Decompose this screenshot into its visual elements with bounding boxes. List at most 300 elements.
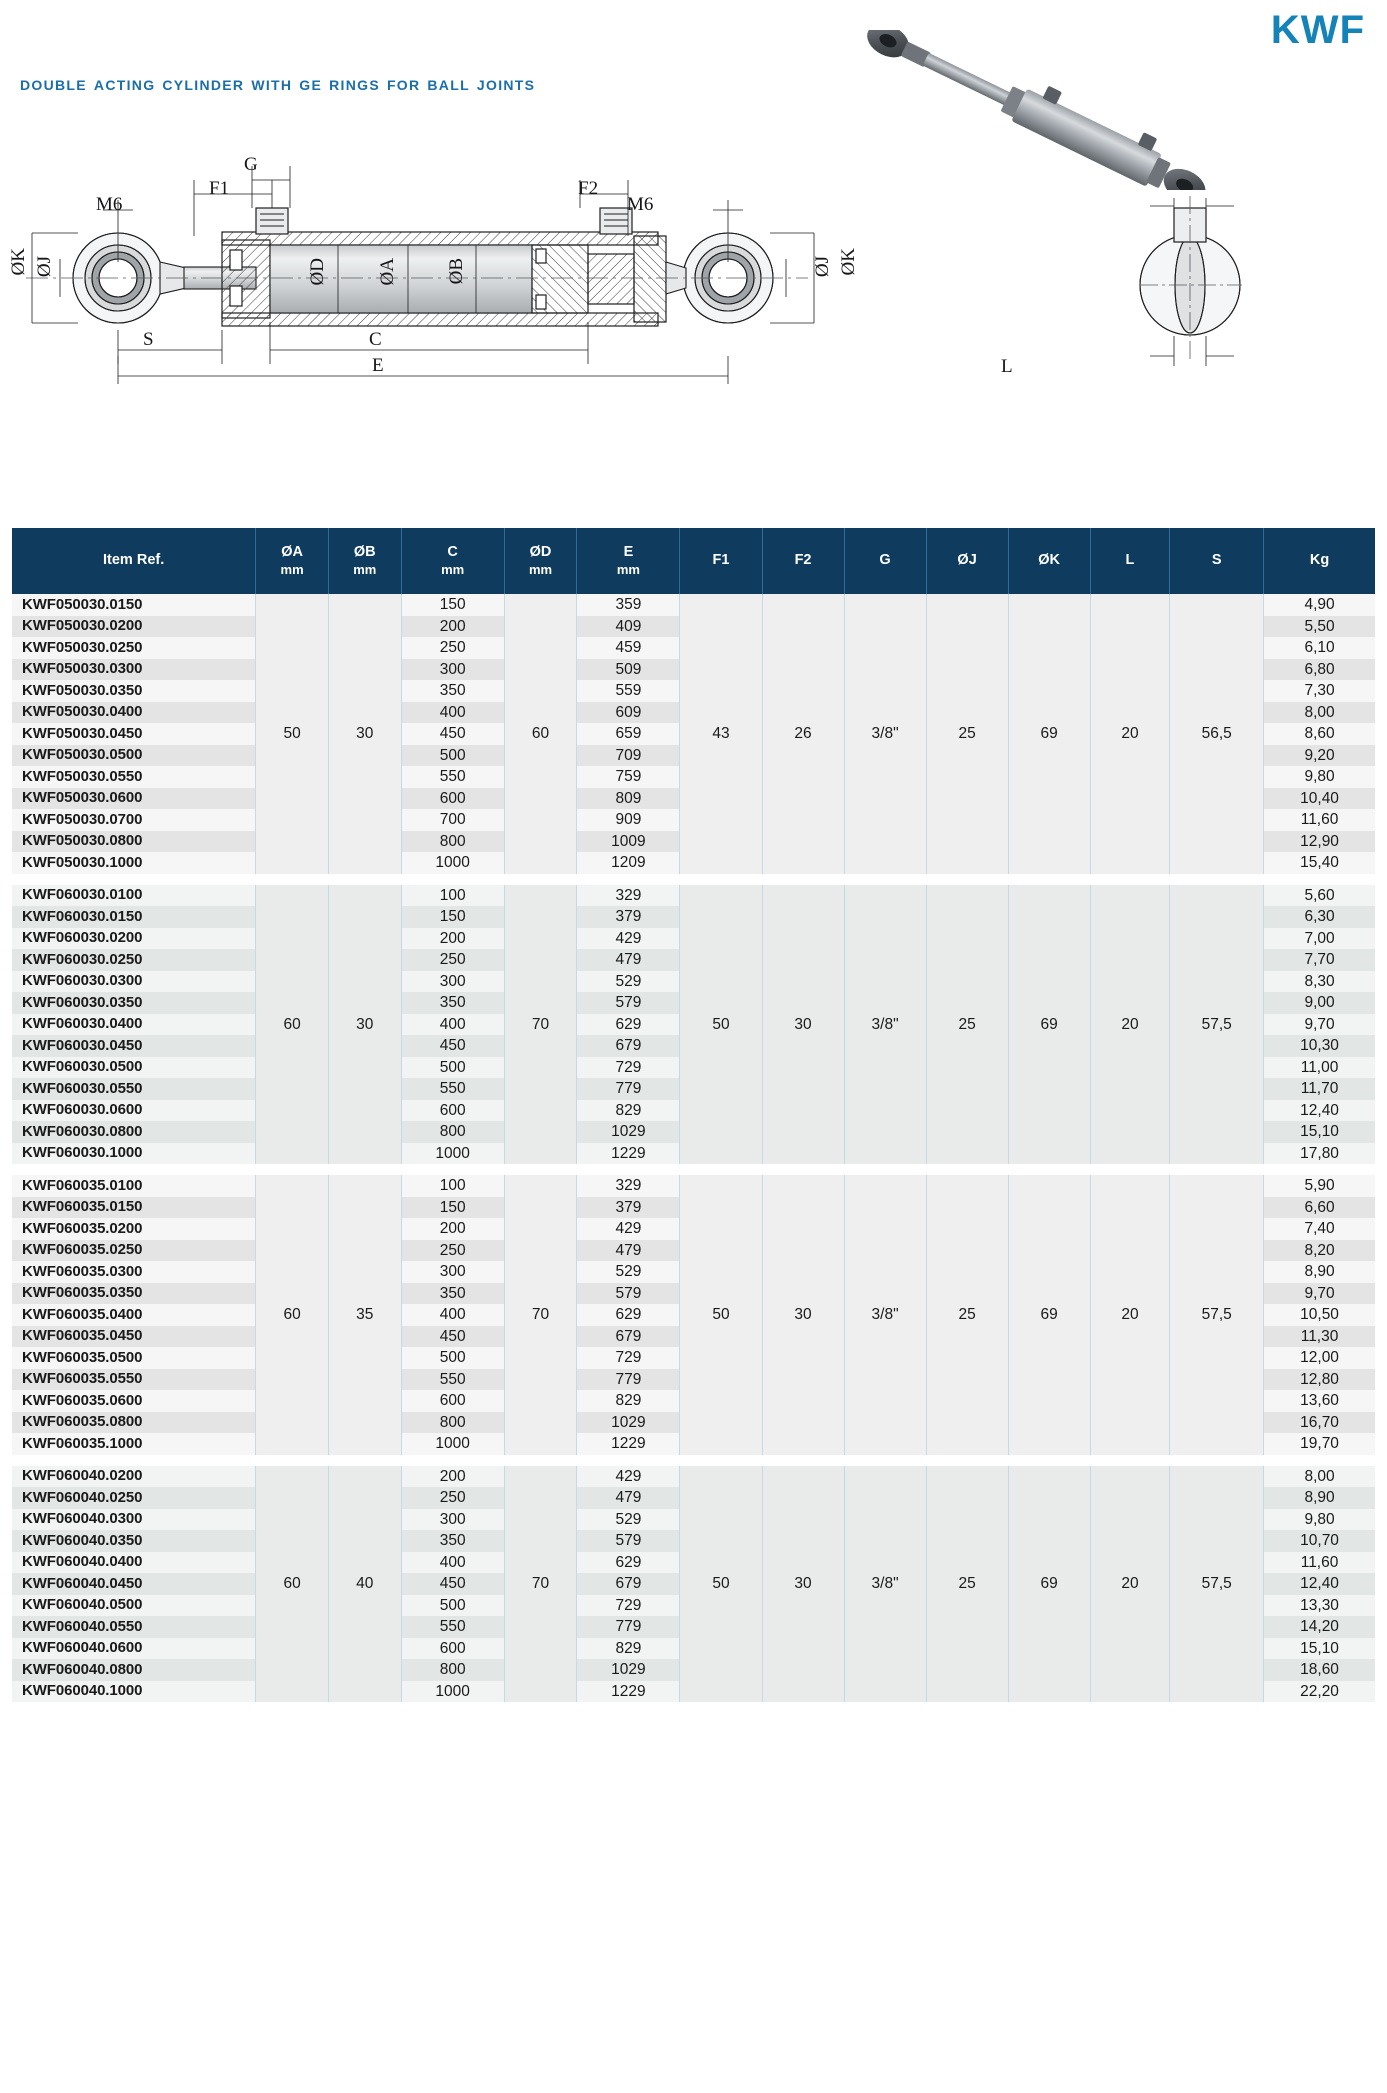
- cell-item-ref: KWF060040.0200: [12, 1466, 256, 1488]
- cell-e: 1029: [577, 1659, 680, 1681]
- cell-e: 479: [577, 1240, 680, 1262]
- cell-c: 150: [401, 594, 504, 616]
- cell-e: 679: [577, 1326, 680, 1348]
- col-header-ref: [12, 528, 256, 594]
- cell-oa: 60: [256, 885, 329, 1165]
- cell-ob: 30: [328, 594, 401, 874]
- cell-e: 779: [577, 1078, 680, 1100]
- block-separator-cell: [12, 1455, 1375, 1466]
- cell-item-ref: KWF060040.1000: [12, 1681, 256, 1703]
- cell-item-ref: KWF050030.0300: [12, 659, 256, 681]
- cell-e: 609: [577, 702, 680, 724]
- cell-c: 800: [401, 1659, 504, 1681]
- cell-kg: 7,00: [1264, 928, 1375, 950]
- cell-e: 759: [577, 766, 680, 788]
- cell-kg: 16,70: [1264, 1412, 1375, 1434]
- cell-kg: 7,70: [1264, 949, 1375, 971]
- block-separator-cell: [12, 1164, 1375, 1175]
- cell-item-ref: KWF060040.0250: [12, 1487, 256, 1509]
- cell-c: 300: [401, 659, 504, 681]
- cell-oa: 60: [256, 1466, 329, 1703]
- cell-kg: 5,90: [1264, 1175, 1375, 1197]
- cell-item-ref: KWF060030.1000: [12, 1143, 256, 1165]
- col-unit: mm: [441, 561, 465, 577]
- cell-kg: 10,30: [1264, 1035, 1375, 1057]
- cell-item-ref: KWF060030.0350: [12, 992, 256, 1014]
- cell-c: 200: [401, 1218, 504, 1240]
- technical-drawing-end-view: [1110, 190, 1320, 385]
- cell-item-ref: KWF060040.0350: [12, 1530, 256, 1552]
- block-separator: [12, 874, 1375, 885]
- cell-e: 459: [577, 637, 680, 659]
- cell-c: 250: [401, 637, 504, 659]
- cell-e: 379: [577, 906, 680, 928]
- cell-kg: 12,40: [1264, 1573, 1375, 1595]
- cell-item-ref: KWF050030.0800: [12, 831, 256, 853]
- cell-c: 300: [401, 1509, 504, 1531]
- col-label: ØD: [529, 544, 552, 561]
- cell-kg: 4,90: [1264, 594, 1375, 616]
- label-oj-right: ØJ: [812, 256, 833, 278]
- cell-item-ref: KWF060040.0800: [12, 1659, 256, 1681]
- cell-kg: 9,00: [1264, 992, 1375, 1014]
- cell-kg: 18,60: [1264, 1659, 1375, 1681]
- cell-f1: 43: [680, 594, 762, 874]
- cell-kg: 7,30: [1264, 680, 1375, 702]
- cell-e: 409: [577, 616, 680, 638]
- cell-item-ref: KWF060035.0150: [12, 1197, 256, 1219]
- cell-c: 250: [401, 949, 504, 971]
- cell-kg: 11,70: [1264, 1078, 1375, 1100]
- cell-od: 70: [504, 1466, 577, 1703]
- cell-od: 70: [504, 885, 577, 1165]
- cell-oa: 60: [256, 1175, 329, 1455]
- cell-g: 3/8": [844, 885, 926, 1165]
- cell-kg: 15,10: [1264, 1121, 1375, 1143]
- cell-c: 600: [401, 1390, 504, 1412]
- label-c: C: [369, 329, 382, 350]
- cell-item-ref: KWF060035.0250: [12, 1240, 256, 1262]
- cell-c: 200: [401, 928, 504, 950]
- cell-kg: 5,60: [1264, 885, 1375, 907]
- col-unit: mm: [528, 561, 553, 577]
- cell-oj: 25: [926, 594, 1008, 874]
- cell-e: 579: [577, 992, 680, 1014]
- cell-e: 429: [577, 1218, 680, 1240]
- col-header-oa: [256, 528, 329, 594]
- cell-s: 57,5: [1170, 1175, 1264, 1455]
- cell-c: 450: [401, 1035, 504, 1057]
- table-row: [12, 885, 1375, 907]
- cell-e: 1209: [577, 852, 680, 874]
- cell-e: 1229: [577, 1433, 680, 1455]
- cell-ob: 30: [328, 885, 401, 1165]
- col-header-f1: F1: [680, 528, 762, 594]
- cell-kg: 11,60: [1264, 809, 1375, 831]
- cell-oj: 25: [926, 1466, 1008, 1703]
- cell-item-ref: KWF050030.0450: [12, 723, 256, 745]
- cell-kg: 7,40: [1264, 1218, 1375, 1240]
- cell-item-ref: KWF060035.0550: [12, 1369, 256, 1391]
- cell-e: 809: [577, 788, 680, 810]
- cell-kg: 11,30: [1264, 1326, 1375, 1348]
- cell-item-ref: KWF050030.0400: [12, 702, 256, 724]
- cell-kg: 11,00: [1264, 1057, 1375, 1079]
- col-header-ob: [328, 528, 401, 594]
- table-header: [12, 528, 1375, 594]
- cell-e: 829: [577, 1100, 680, 1122]
- cell-kg: 8,20: [1264, 1240, 1375, 1262]
- col-header-oj: ØJ: [926, 528, 1008, 594]
- cell-f2: 26: [762, 594, 844, 874]
- cell-c: 450: [401, 1573, 504, 1595]
- cell-e: 479: [577, 949, 680, 971]
- cell-item-ref: KWF060030.0250: [12, 949, 256, 971]
- cell-kg: 9,70: [1264, 1283, 1375, 1305]
- col-label: Item Ref.: [103, 552, 165, 569]
- cell-e: 729: [577, 1595, 680, 1617]
- cell-item-ref: KWF060040.0500: [12, 1595, 256, 1617]
- cell-item-ref: KWF060030.0400: [12, 1014, 256, 1036]
- col-header-f2: F2: [762, 528, 844, 594]
- cell-c: 400: [401, 1014, 504, 1036]
- cell-g: 3/8": [844, 1175, 926, 1455]
- col-unit: mm: [280, 561, 304, 577]
- cell-f1: 50: [680, 1175, 762, 1455]
- cell-kg: 8,90: [1264, 1487, 1375, 1509]
- cell-e: 1229: [577, 1681, 680, 1703]
- cell-e: 1029: [577, 1412, 680, 1434]
- label-od: ØD: [307, 258, 328, 286]
- cell-e: 909: [577, 809, 680, 831]
- cell-kg: 9,70: [1264, 1014, 1375, 1036]
- cell-kg: 5,50: [1264, 616, 1375, 638]
- cell-item-ref: KWF060035.0350: [12, 1283, 256, 1305]
- cell-e: 679: [577, 1573, 680, 1595]
- cell-item-ref: KWF060040.0400: [12, 1552, 256, 1574]
- cell-e: 1009: [577, 831, 680, 853]
- cell-e: 659: [577, 723, 680, 745]
- cell-e: 779: [577, 1369, 680, 1391]
- cell-item-ref: KWF050030.1000: [12, 852, 256, 874]
- cell-e: 579: [577, 1530, 680, 1552]
- cell-c: 550: [401, 766, 504, 788]
- cell-kg: 8,60: [1264, 723, 1375, 745]
- cell-c: 550: [401, 1616, 504, 1638]
- cell-kg: 13,60: [1264, 1390, 1375, 1412]
- cell-item-ref: KWF050030.0150: [12, 594, 256, 616]
- cell-kg: 11,60: [1264, 1552, 1375, 1574]
- cell-kg: 8,00: [1264, 1466, 1375, 1488]
- cell-e: 709: [577, 745, 680, 767]
- label-s: S: [143, 329, 154, 350]
- cell-e: 529: [577, 971, 680, 993]
- label-oj-left: ØJ: [34, 256, 55, 278]
- cell-c: 500: [401, 1347, 504, 1369]
- cell-c: 100: [401, 1175, 504, 1197]
- cell-item-ref: KWF060035.0300: [12, 1261, 256, 1283]
- label-f2: F2: [578, 178, 599, 199]
- cell-e: 379: [577, 1197, 680, 1219]
- cell-e: 629: [577, 1304, 680, 1326]
- cell-item-ref: KWF050030.0700: [12, 809, 256, 831]
- label-f1: F1: [209, 178, 230, 199]
- cell-c: 800: [401, 831, 504, 853]
- table-block: [12, 885, 1375, 1165]
- cell-l: 20: [1090, 1466, 1170, 1703]
- table-block: [12, 1175, 1375, 1455]
- cell-e: 429: [577, 928, 680, 950]
- cell-c: 400: [401, 1304, 504, 1326]
- cell-e: 529: [577, 1261, 680, 1283]
- cell-s: 57,5: [1170, 1466, 1264, 1703]
- cell-c: 550: [401, 1078, 504, 1100]
- cell-kg: 10,40: [1264, 788, 1375, 810]
- cell-c: 400: [401, 702, 504, 724]
- col-unit: mm: [353, 561, 377, 577]
- cell-c: 250: [401, 1240, 504, 1262]
- cell-ok: 69: [1008, 594, 1090, 874]
- page-title: double acting cylinder with ge rings for ball joints: [20, 72, 536, 95]
- cell-item-ref: KWF060035.0600: [12, 1390, 256, 1412]
- table-header-row: [12, 528, 1375, 594]
- cell-kg: 12,90: [1264, 831, 1375, 853]
- cell-e: 359: [577, 594, 680, 616]
- cell-item-ref: KWF050030.0600: [12, 788, 256, 810]
- label-ob: ØB: [446, 258, 467, 285]
- col-header-s: S: [1170, 528, 1264, 594]
- col-header-ok: ØK: [1008, 528, 1090, 594]
- cell-kg: 9,20: [1264, 745, 1375, 767]
- col-header-kg: Kg: [1264, 528, 1375, 594]
- col-header-od: [504, 528, 577, 594]
- cell-e: 329: [577, 885, 680, 907]
- cell-item-ref: KWF060035.0800: [12, 1412, 256, 1434]
- cell-kg: 10,50: [1264, 1304, 1375, 1326]
- col-header-c: [401, 528, 504, 594]
- cell-od: 60: [504, 594, 577, 874]
- cell-c: 500: [401, 745, 504, 767]
- cell-e: 629: [577, 1014, 680, 1036]
- cell-f1: 50: [680, 885, 762, 1165]
- col-header-l: L: [1090, 528, 1170, 594]
- cell-kg: 22,20: [1264, 1681, 1375, 1703]
- cell-kg: 12,80: [1264, 1369, 1375, 1391]
- cell-f2: 30: [762, 885, 844, 1165]
- cell-item-ref: KWF050030.0250: [12, 637, 256, 659]
- cell-c: 200: [401, 616, 504, 638]
- cell-c: 1000: [401, 1433, 504, 1455]
- label-ok-left: ØK: [8, 248, 29, 276]
- cell-c: 500: [401, 1057, 504, 1079]
- cell-item-ref: KWF060030.0450: [12, 1035, 256, 1057]
- col-label: ØA: [281, 544, 303, 561]
- cell-l: 20: [1090, 1175, 1170, 1455]
- cell-kg: 12,40: [1264, 1100, 1375, 1122]
- cell-c: 450: [401, 723, 504, 745]
- cell-item-ref: KWF060040.0300: [12, 1509, 256, 1531]
- cell-c: 350: [401, 1530, 504, 1552]
- cell-l: 20: [1090, 885, 1170, 1165]
- col-label: E: [623, 544, 634, 561]
- cell-c: 500: [401, 1595, 504, 1617]
- block-separator: [12, 1164, 1375, 1175]
- cell-c: 300: [401, 971, 504, 993]
- cell-item-ref: KWF050030.0550: [12, 766, 256, 788]
- cell-c: 450: [401, 1326, 504, 1348]
- cell-e: 479: [577, 1487, 680, 1509]
- block-separator-cell: [12, 874, 1375, 885]
- cell-od: 70: [504, 1175, 577, 1455]
- cell-e: 509: [577, 659, 680, 681]
- cell-kg: 13,30: [1264, 1595, 1375, 1617]
- cell-item-ref: KWF050030.0500: [12, 745, 256, 767]
- cell-c: 350: [401, 992, 504, 1014]
- label-ok-right: ØK: [838, 248, 859, 276]
- cell-kg: 6,30: [1264, 906, 1375, 928]
- cell-e: 829: [577, 1638, 680, 1660]
- cell-item-ref: KWF060035.0450: [12, 1326, 256, 1348]
- cell-c: 800: [401, 1412, 504, 1434]
- cell-kg: 8,90: [1264, 1261, 1375, 1283]
- table-row: [12, 1466, 1375, 1488]
- cell-item-ref: KWF060030.0200: [12, 928, 256, 950]
- col-header-e: [577, 528, 680, 594]
- cell-item-ref: KWF050030.0200: [12, 616, 256, 638]
- cell-f1: 50: [680, 1466, 762, 1703]
- cell-kg: 17,80: [1264, 1143, 1375, 1165]
- cell-e: 1029: [577, 1121, 680, 1143]
- cell-s: 57,5: [1170, 885, 1264, 1165]
- label-l: L: [1001, 356, 1013, 377]
- cell-e: 779: [577, 1616, 680, 1638]
- cell-c: 1000: [401, 1143, 504, 1165]
- cell-e: 829: [577, 1390, 680, 1412]
- col-label: ØB: [353, 544, 376, 561]
- cell-item-ref: KWF060040.0550: [12, 1616, 256, 1638]
- table-block: [12, 1466, 1375, 1703]
- col-label: C: [447, 544, 458, 561]
- cell-e: 529: [577, 1509, 680, 1531]
- cell-kg: 6,80: [1264, 659, 1375, 681]
- cell-c: 600: [401, 1100, 504, 1122]
- cell-c: 550: [401, 1369, 504, 1391]
- label-e: E: [372, 355, 384, 376]
- cell-e: 1229: [577, 1143, 680, 1165]
- cell-l: 20: [1090, 594, 1170, 874]
- cell-c: 300: [401, 1261, 504, 1283]
- technical-drawing-section-view: [8, 150, 1098, 395]
- cell-c: 1000: [401, 1681, 504, 1703]
- cell-e: 729: [577, 1057, 680, 1079]
- cell-ok: 69: [1008, 1466, 1090, 1703]
- cell-c: 250: [401, 1487, 504, 1509]
- cell-c: 800: [401, 1121, 504, 1143]
- cell-kg: 6,10: [1264, 637, 1375, 659]
- cell-e: 579: [577, 1283, 680, 1305]
- cell-e: 679: [577, 1035, 680, 1057]
- cell-c: 350: [401, 1283, 504, 1305]
- cell-kg: 6,60: [1264, 1197, 1375, 1219]
- cell-c: 150: [401, 906, 504, 928]
- cell-kg: 10,70: [1264, 1530, 1375, 1552]
- cell-f2: 30: [762, 1175, 844, 1455]
- cell-oj: 25: [926, 1175, 1008, 1455]
- cell-c: 150: [401, 1197, 504, 1219]
- cell-kg: 8,30: [1264, 971, 1375, 993]
- table-row: [12, 1175, 1375, 1197]
- cell-item-ref: KWF060030.0150: [12, 906, 256, 928]
- brand-logo: KWF: [1270, 8, 1365, 52]
- block-separator: [12, 1455, 1375, 1466]
- cell-e: 629: [577, 1552, 680, 1574]
- specifications-table: [12, 528, 1375, 1702]
- cell-item-ref: KWF060030.0600: [12, 1100, 256, 1122]
- cell-ob: 40: [328, 1466, 401, 1703]
- cell-kg: 8,00: [1264, 702, 1375, 724]
- cell-c: 600: [401, 788, 504, 810]
- cell-g: 3/8": [844, 594, 926, 874]
- table-row: [12, 594, 1375, 616]
- cell-c: 200: [401, 1466, 504, 1488]
- cell-kg: 9,80: [1264, 766, 1375, 788]
- label-m6-left: M6: [96, 194, 123, 215]
- cell-e: 329: [577, 1175, 680, 1197]
- col-unit: mm: [616, 561, 640, 577]
- label-m6-right: M6: [627, 194, 654, 215]
- cell-c: 1000: [401, 852, 504, 874]
- cell-item-ref: KWF060030.0800: [12, 1121, 256, 1143]
- cell-c: 400: [401, 1552, 504, 1574]
- cell-item-ref: KWF060030.0300: [12, 971, 256, 993]
- label-oa: ØA: [377, 258, 398, 286]
- cell-ok: 69: [1008, 885, 1090, 1165]
- cell-c: 600: [401, 1638, 504, 1660]
- cell-kg: 15,40: [1264, 852, 1375, 874]
- cell-kg: 19,70: [1264, 1433, 1375, 1455]
- cell-c: 350: [401, 680, 504, 702]
- cell-ob: 35: [328, 1175, 401, 1455]
- cell-e: 429: [577, 1466, 680, 1488]
- cell-item-ref: KWF060035.0500: [12, 1347, 256, 1369]
- cell-oa: 50: [256, 594, 329, 874]
- cell-kg: 14,20: [1264, 1616, 1375, 1638]
- cell-item-ref: KWF060030.0500: [12, 1057, 256, 1079]
- col-header-g: G: [844, 528, 926, 594]
- cell-c: 700: [401, 809, 504, 831]
- cell-item-ref: KWF060030.0100: [12, 885, 256, 907]
- label-g: G: [244, 154, 258, 175]
- cell-c: 100: [401, 885, 504, 907]
- cell-f2: 30: [762, 1466, 844, 1703]
- cell-item-ref: KWF060040.0450: [12, 1573, 256, 1595]
- cell-g: 3/8": [844, 1466, 926, 1703]
- cell-s: 56,5: [1170, 594, 1264, 874]
- cell-item-ref: KWF060035.0100: [12, 1175, 256, 1197]
- cell-e: 729: [577, 1347, 680, 1369]
- table-block: [12, 594, 1375, 874]
- cell-kg: 9,80: [1264, 1509, 1375, 1531]
- cell-item-ref: KWF050030.0350: [12, 680, 256, 702]
- cell-kg: 15,10: [1264, 1638, 1375, 1660]
- cell-oj: 25: [926, 885, 1008, 1165]
- cell-item-ref: KWF060040.0600: [12, 1638, 256, 1660]
- footer-strip: [0, 2065, 1387, 2087]
- cell-item-ref: KWF060030.0550: [12, 1078, 256, 1100]
- cell-kg: 12,00: [1264, 1347, 1375, 1369]
- cell-ok: 69: [1008, 1175, 1090, 1455]
- cell-item-ref: KWF060035.0400: [12, 1304, 256, 1326]
